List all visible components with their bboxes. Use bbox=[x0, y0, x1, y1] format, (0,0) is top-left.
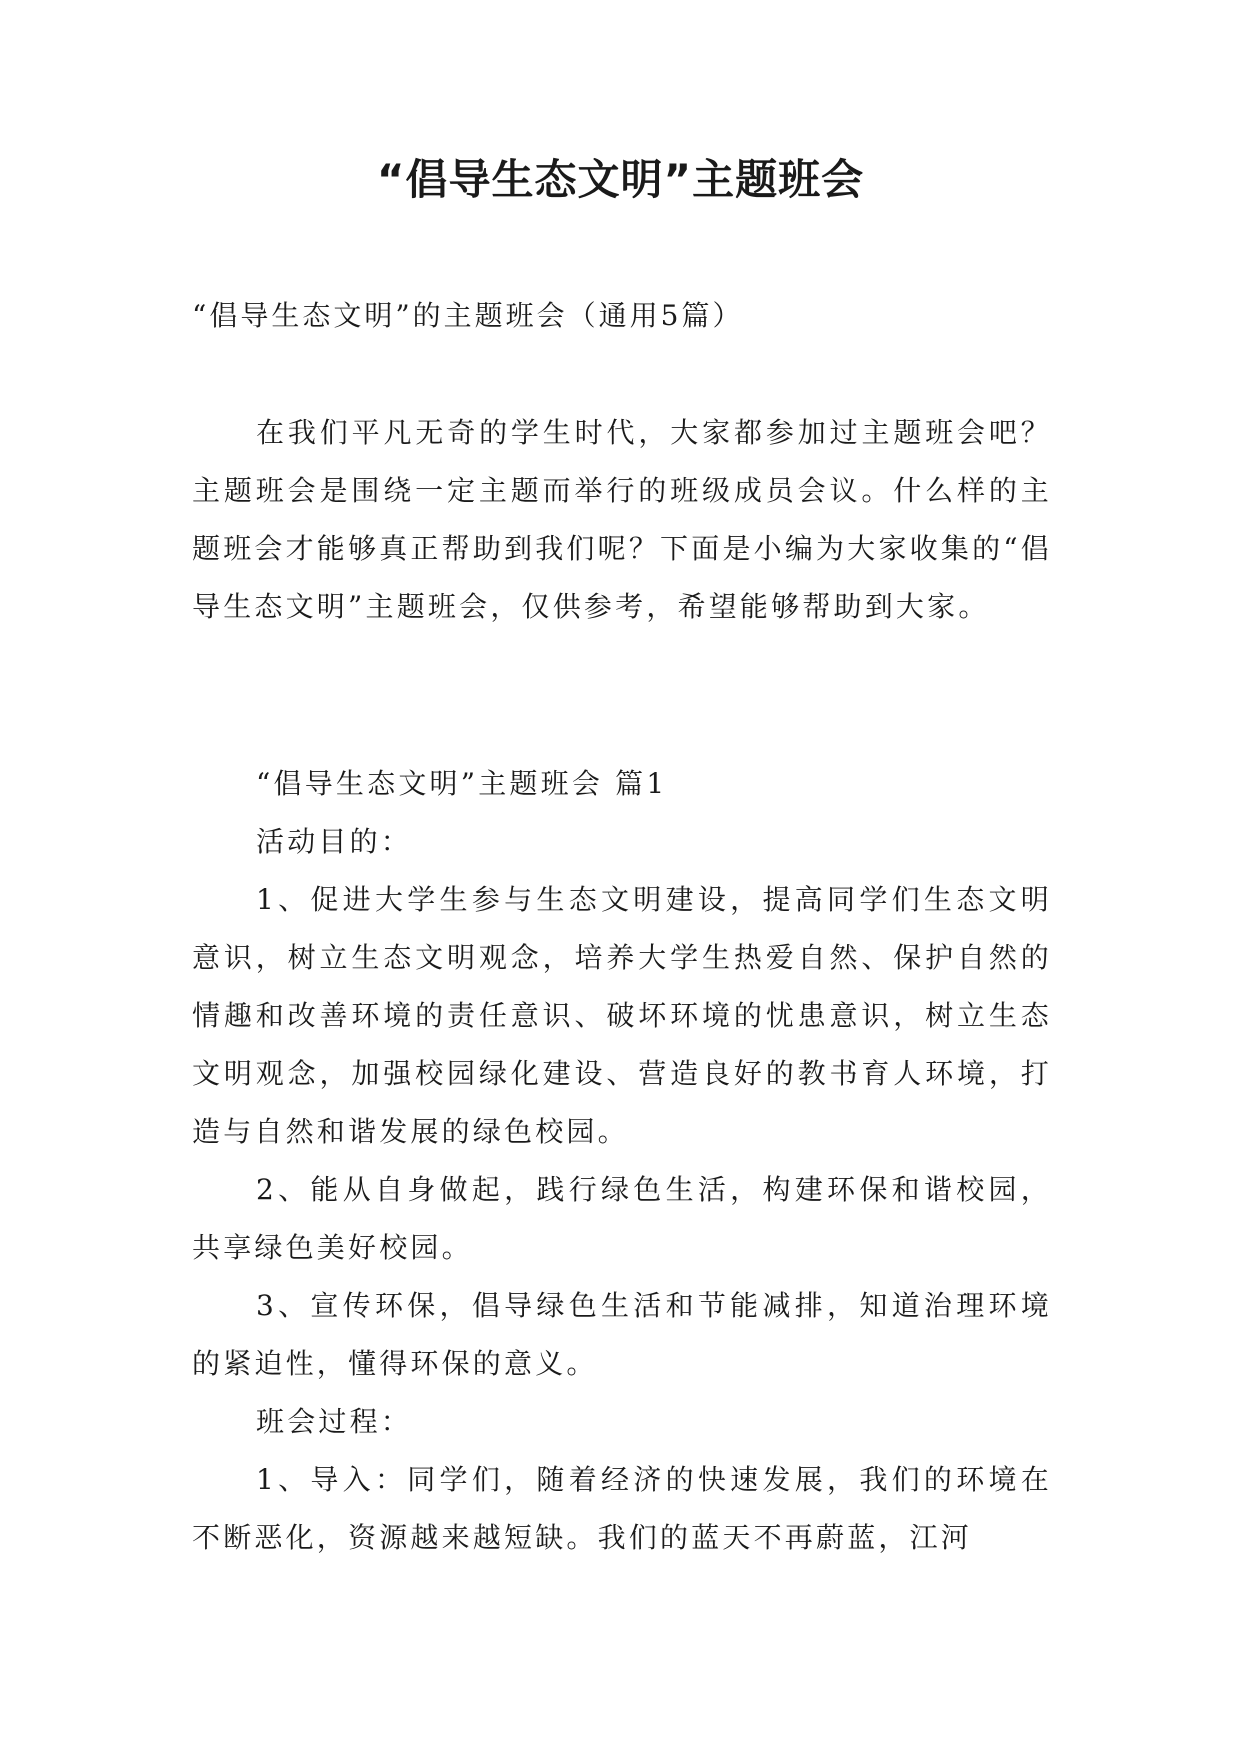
intro-paragraph: 在我们平凡无奇的学生时代，大家都参加过主题班会吧？主题班会是围绕一定主题而举行的班级成员会议。什么样的主题班会才能够真正帮助到我们呢？下面是小编为大家收集的“倡导生态文明”主题班会，仅供参考，希望能够帮助到大家。 bbox=[192, 416, 1052, 623]
section-heading: “倡导生态文明”主题班会 篇1 bbox=[256, 767, 668, 800]
section-paragraph: 班会过程： bbox=[256, 1405, 413, 1438]
document-title: “倡导生态文明”主题班会 bbox=[376, 155, 865, 204]
intro-block bbox=[192, 404, 1052, 636]
section-paragraph: 1、导入：同学们，随着经济的快速发展，我们的环境在不断恶化，资源越来越短缺。我们的蓝天不再蔚蓝，江河 bbox=[192, 1463, 1052, 1554]
section-paragraph: 3、宣传环保，倡导绿色生活和节能减排，知道治理环境的紧迫性，懂得环保的意义。 bbox=[192, 1289, 1052, 1380]
section-paragraph: 2、能从自身做起，践行绿色生活，构建环保和谐校园，共享绿色美好校园。 bbox=[192, 1173, 1052, 1264]
section-paragraph: 活动目的： bbox=[256, 825, 413, 858]
section-paragraph: 1、促进大学生参与生态文明建设，提高同学们生态文明意识，树立生态文明观念，培养大学生热爱自然、保护自然的情趣和改善环境的责任意识、破坏环境的忧患意识，树立生态文明观念，加强校园绿化建设、营造良好的教书育人环境，打造与自然和谐发展的绿色校园。 bbox=[192, 883, 1052, 1148]
document-subtitle: “倡导生态文明”的主题班会（通用5篇） bbox=[192, 299, 744, 332]
section-1 bbox=[192, 755, 1052, 1567]
